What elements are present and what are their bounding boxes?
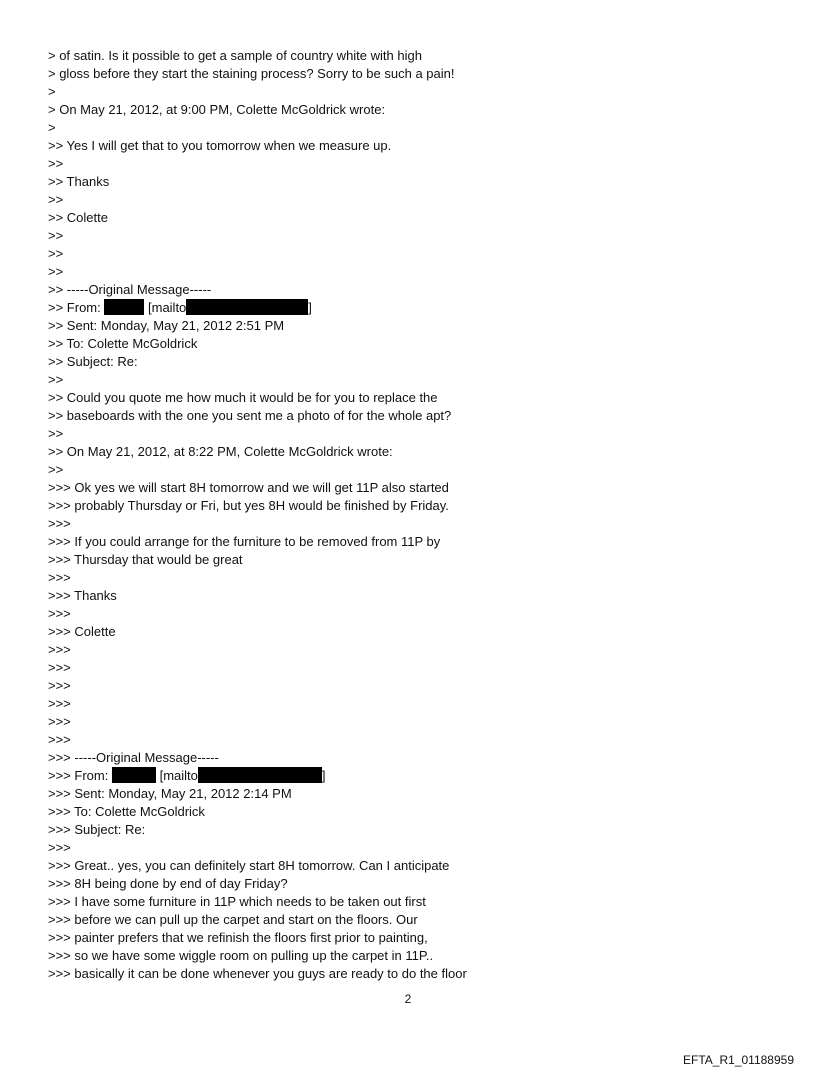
email-line: >> bbox=[48, 156, 64, 171]
email-line: >>> bbox=[48, 516, 71, 531]
email-line: >> Yes I will get that to you tomorrow when we measure up. bbox=[48, 138, 392, 153]
from-prefix: >>> From: bbox=[48, 768, 109, 783]
email-line: >>> 8H being done by end of day Friday? bbox=[48, 876, 288, 891]
email-block-1 bbox=[48, 47, 768, 299]
email-line: >>> Thursday that would be great bbox=[48, 552, 243, 567]
email-line: > bbox=[48, 120, 56, 135]
email-line: >>> Ok yes we will start 8H tomorrow and we will get 11P also started bbox=[48, 480, 449, 495]
redacted-email bbox=[198, 767, 322, 783]
from-prefix: >> From: bbox=[48, 300, 101, 315]
email-line: >>> probably Thursday or Fri, but yes 8H would be finished by Friday. bbox=[48, 498, 449, 513]
redacted-name bbox=[104, 299, 144, 315]
email-line: >> bbox=[48, 246, 64, 261]
email-line: >>> Sent: Monday, May 21, 2012 2:14 PM bbox=[48, 786, 292, 801]
email-line: >> Could you quote me how much it would be for you to replace the bbox=[48, 390, 438, 405]
email-line: >>> bbox=[48, 606, 71, 621]
email-line: >>> Great.. yes, you can definitely start 8H tomorrow. Can I anticipate bbox=[48, 858, 450, 873]
email-line: >> bbox=[48, 264, 64, 279]
mailto-close: ] bbox=[308, 300, 312, 315]
email-line: >> baseboards with the one you sent me a photo of for the whole apt? bbox=[48, 408, 452, 423]
document-id: EFTA_R1_01188959 bbox=[683, 1053, 794, 1067]
email-line: > bbox=[48, 84, 56, 99]
email-line: >> To: Colette McGoldrick bbox=[48, 336, 198, 351]
redacted-name bbox=[112, 767, 156, 783]
page-number: 2 bbox=[404, 992, 412, 1006]
email-line: >>> bbox=[48, 660, 71, 675]
email-line: >>> Colette bbox=[48, 624, 116, 639]
email-line: > of satin. Is it possible to get a sample of country white with high bbox=[48, 48, 422, 63]
email-line: >>> bbox=[48, 642, 71, 657]
email-line: >>> basically it can be done whenever you guys are ready to do the floor bbox=[48, 966, 467, 981]
email-line: >> bbox=[48, 228, 64, 243]
email-line: >> On May 21, 2012, at 8:22 PM, Colette McGoldrick wrote: bbox=[48, 444, 393, 459]
email-line: >> Subject: Re: bbox=[48, 354, 138, 369]
email-line: >>> bbox=[48, 696, 71, 711]
from-line-1 bbox=[48, 299, 768, 317]
email-line: >>> Subject: Re: bbox=[48, 822, 146, 837]
email-line: >> bbox=[48, 426, 64, 441]
email-line: >>> I have some furniture in 11P which needs to be taken out first bbox=[48, 894, 426, 909]
email-line: >>> painter prefers that we refinish the floors first prior to painting, bbox=[48, 930, 428, 945]
email-line: >> Sent: Monday, May 21, 2012 2:51 PM bbox=[48, 318, 285, 333]
redacted-email bbox=[186, 299, 308, 315]
email-line: > gloss before they start the staining process? Sorry to be such a pain! bbox=[48, 66, 455, 81]
email-line: >> bbox=[48, 462, 64, 477]
mailto-label: [mailto bbox=[159, 768, 198, 783]
email-line: > On May 21, 2012, at 9:00 PM, Colette McGoldrick wrote: bbox=[48, 102, 386, 117]
email-block-3 bbox=[48, 785, 768, 983]
email-line: >> Colette bbox=[48, 210, 108, 225]
email-line: >>> bbox=[48, 714, 71, 729]
email-line: >> -----Original Message----- bbox=[48, 282, 212, 297]
email-line: >>> before we can pull up the carpet and start on the floors. Our bbox=[48, 912, 418, 927]
email-line: >>> If you could arrange for the furniture to be removed from 11P by bbox=[48, 534, 441, 549]
email-line: >>> bbox=[48, 678, 71, 693]
from-line-2 bbox=[48, 767, 768, 785]
email-line: >> bbox=[48, 192, 64, 207]
email-line: >>> To: Colette McGoldrick bbox=[48, 804, 205, 819]
email-line: >>> Thanks bbox=[48, 588, 117, 603]
email-block-2 bbox=[48, 317, 768, 767]
email-line: >>> bbox=[48, 840, 71, 855]
email-body bbox=[48, 47, 768, 983]
email-line: >>> bbox=[48, 732, 71, 747]
email-line: >>> so we have some wiggle room on pulling up the carpet in 11P.. bbox=[48, 948, 434, 963]
mailto-close: ] bbox=[321, 768, 326, 783]
mailto-label: [mailto bbox=[148, 300, 187, 315]
email-line: >> bbox=[48, 372, 64, 387]
email-line: >> Thanks bbox=[48, 174, 110, 189]
email-line: >>> -----Original Message----- bbox=[48, 750, 219, 765]
email-line: >>> bbox=[48, 570, 71, 585]
